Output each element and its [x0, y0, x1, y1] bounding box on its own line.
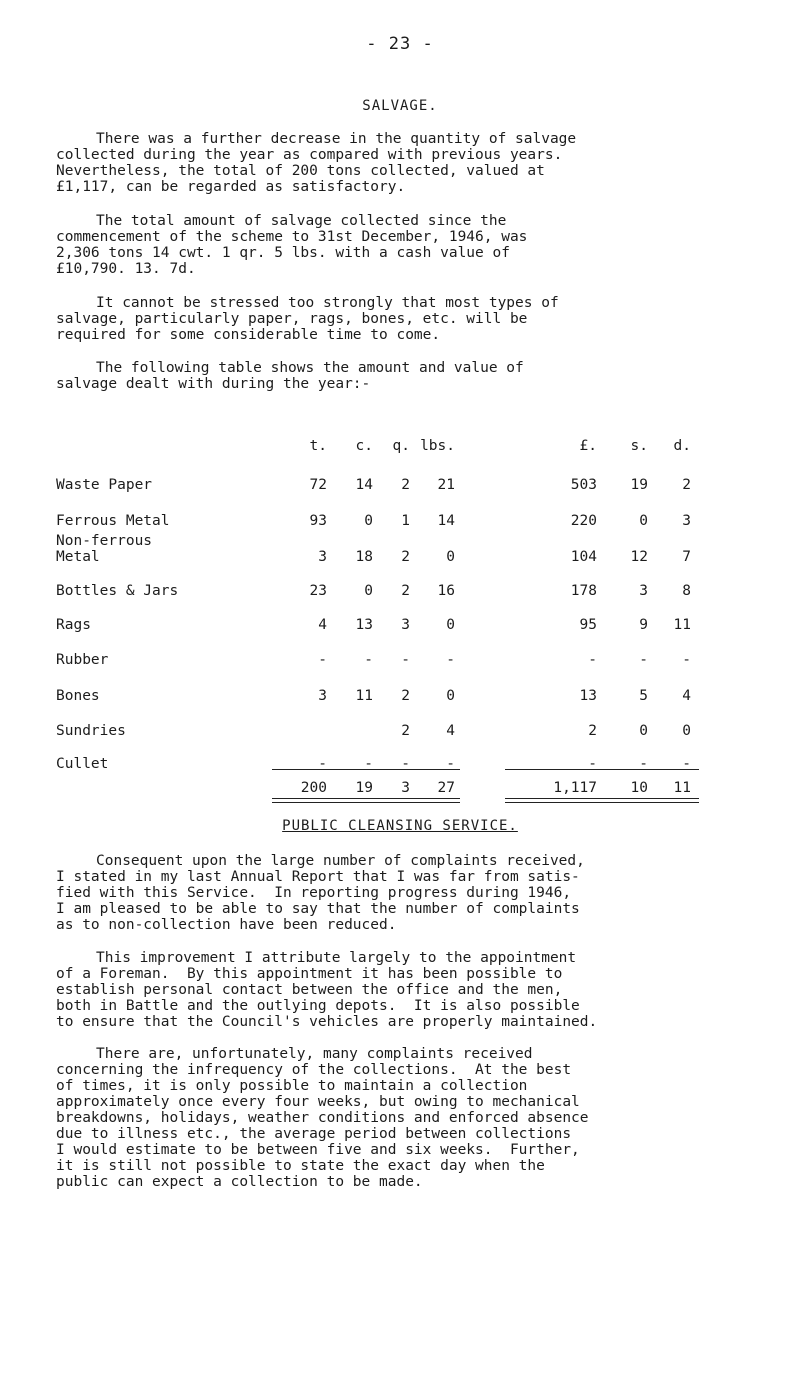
table-row-label: Bones	[56, 688, 100, 704]
table-cell: 4	[446, 723, 455, 739]
table-cell: 72	[309, 477, 327, 493]
text-line: fied with this Service. In reporting progress during 1946,	[56, 885, 572, 901]
table-cell: 0	[446, 549, 455, 565]
text-line: salvage, particularly paper, rags, bones, etc. will be	[56, 311, 528, 327]
table-column-header: d.	[673, 438, 691, 454]
table-row-label: Sundries	[56, 723, 126, 739]
text-line: commencement of the scheme to 31st December, 1946, was	[56, 229, 528, 245]
table-cell: 220	[570, 513, 597, 529]
text-line: I am pleased to be able to say that the number of complaints	[56, 901, 580, 917]
table-cell: -	[446, 756, 455, 772]
table-cell: 2	[401, 688, 410, 704]
table-row-label: Rubber	[56, 652, 109, 668]
table-total-cell: 10	[630, 780, 648, 796]
text-line: £1,117, can be regarded as satisfactory.	[56, 179, 406, 195]
public-paragraph-3	[56, 1046, 776, 1190]
table-total-double-rule-left	[272, 798, 460, 803]
text-line: It cannot be stressed too strongly that most types of	[96, 295, 559, 311]
table-row-label: Waste Paper	[56, 477, 153, 493]
table-row-label: Non-ferrous	[56, 533, 153, 549]
table-column-header: s.	[630, 438, 648, 454]
text-line: I would estimate to be between five and six weeks. Further,	[56, 1142, 580, 1158]
table-cell: -	[318, 652, 327, 668]
text-line: This improvement I attribute largely to the appointment	[96, 950, 577, 966]
text-line: £10,790. 13. 7d.	[56, 261, 196, 277]
table-cell: 8	[682, 583, 691, 599]
text-line: salvage dealt with during the year:-	[56, 376, 371, 392]
table-cell: 2	[588, 723, 597, 739]
table-cell: 23	[309, 583, 327, 599]
table-total-cell: 1,117	[553, 780, 597, 796]
table-cell: -	[588, 652, 597, 668]
table-cell: 18	[355, 549, 373, 565]
table-row-label: Metal	[56, 549, 100, 565]
public-cleansing-heading: PUBLIC CLEANSING SERVICE.	[282, 818, 518, 834]
table-cell: 0	[364, 513, 373, 529]
table-total-cell: 3	[401, 780, 410, 796]
text-line: of a Foreman. By this appointment it has been possible to	[56, 966, 563, 982]
text-line: 2,306 tons 14 cwt. 1 qr. 5 lbs. with a cash value of	[56, 245, 510, 261]
table-cell: -	[364, 756, 373, 772]
table-total-cell: 200	[300, 780, 327, 796]
table-cell: -	[446, 652, 455, 668]
table-column-header: q.	[392, 438, 410, 454]
table-column-header: c.	[355, 438, 373, 454]
table-cell: 11	[355, 688, 373, 704]
table-cell: 3	[682, 513, 691, 529]
table-cell: -	[588, 756, 597, 772]
table-cell: -	[682, 652, 691, 668]
text-line: I stated in my last Annual Report that I was far from satis-	[56, 869, 580, 885]
table-total-cell: 27	[437, 780, 455, 796]
table-cell: 14	[355, 477, 373, 493]
table-cell: 93	[309, 513, 327, 529]
text-line: collected during the year as compared with previous years.	[56, 147, 563, 163]
text-line: The total amount of salvage collected since the	[96, 213, 507, 229]
table-cell: 0	[639, 513, 648, 529]
table-total-cell: 19	[355, 780, 373, 796]
table-cell: 13	[355, 617, 373, 633]
public-paragraph-1	[56, 853, 776, 933]
table-cell: 3	[639, 583, 648, 599]
table-cell: 2	[682, 477, 691, 493]
text-line: The following table shows the amount and value of	[96, 360, 524, 376]
text-line: due to illness etc., the average period between collections	[56, 1126, 572, 1142]
table-cell: 12	[630, 549, 648, 565]
text-line: Consequent upon the large number of complaints received,	[96, 853, 585, 869]
table-cell: 2	[401, 723, 410, 739]
text-line: both in Battle and the outlying depots. It is also possible	[56, 998, 580, 1014]
table-cell: 2	[401, 477, 410, 493]
table-cell: 19	[630, 477, 648, 493]
table-cell: 3	[318, 549, 327, 565]
table-cell: 0	[364, 583, 373, 599]
table-cell: 5	[639, 688, 648, 704]
table-cell: 0	[446, 617, 455, 633]
text-line: it is still not possible to state the exact day when the	[56, 1158, 545, 1174]
table-cell: 3	[318, 688, 327, 704]
table-cell: -	[364, 652, 373, 668]
text-line: Nevertheless, the total of 200 tons collected, valued at	[56, 163, 545, 179]
table-cell: 503	[570, 477, 597, 493]
text-line: of times, it is only possible to maintain a collection	[56, 1078, 528, 1094]
table-cell: 16	[437, 583, 455, 599]
text-line: to ensure that the Council's vehicles are properly maintained.	[56, 1014, 598, 1030]
table-total-double-rule-right	[505, 798, 699, 803]
text-line: approximately once every four weeks, but owing to mechanical	[56, 1094, 580, 1110]
table-cell: 95	[579, 617, 597, 633]
table-cell: -	[639, 756, 648, 772]
table-cell: 2	[401, 583, 410, 599]
table-cell: -	[401, 756, 410, 772]
table-column-header: £.	[579, 438, 597, 454]
text-line: as to non-collection have been reduced.	[56, 917, 397, 933]
table-cell: 0	[446, 688, 455, 704]
text-line: required for some considerable time to come.	[56, 327, 441, 343]
table-cell: 178	[570, 583, 597, 599]
table-cell: 104	[570, 549, 597, 565]
table-cell: 4	[682, 688, 691, 704]
text-line: public can expect a collection to be made.	[56, 1174, 423, 1190]
text-line: There was a further decrease in the quantity of salvage	[96, 131, 577, 147]
table-total-rule-left	[272, 769, 460, 770]
table-row-label: Ferrous Metal	[56, 513, 170, 529]
text-line: There are, unfortunately, many complaints received	[96, 1046, 533, 1062]
table-cell: -	[318, 756, 327, 772]
text-line: breakdowns, holidays, weather conditions and enforced absence	[56, 1110, 589, 1126]
table-total-rule-right	[505, 769, 699, 770]
table-cell: 11	[673, 617, 691, 633]
table-column-header: t.	[309, 438, 327, 454]
page-number: - 23 -	[366, 34, 434, 54]
table-cell: 21	[437, 477, 455, 493]
salvage-heading: SALVAGE.	[362, 98, 438, 114]
table-cell: 0	[639, 723, 648, 739]
table-row-label: Cullet	[56, 756, 109, 772]
text-line: establish personal contact between the office and the men,	[56, 982, 563, 998]
table-cell: 7	[682, 549, 691, 565]
table-cell: 0	[682, 723, 691, 739]
table-cell: -	[401, 652, 410, 668]
public-paragraph-2	[56, 950, 776, 1030]
table-cell: 4	[318, 617, 327, 633]
table-row-label: Bottles & Jars	[56, 583, 179, 599]
table-cell: 2	[401, 549, 410, 565]
table-row-label: Rags	[56, 617, 91, 633]
text-line: concerning the infrequency of the collections. At the best	[56, 1062, 572, 1078]
table-column-header: lbs.	[420, 438, 455, 454]
table-cell: 9	[639, 617, 648, 633]
table-cell: -	[639, 652, 648, 668]
table-cell: 1	[401, 513, 410, 529]
table-cell: 14	[437, 513, 455, 529]
table-cell: 3	[401, 617, 410, 633]
table-cell: 13	[579, 688, 597, 704]
table-total-cell: 11	[673, 780, 691, 796]
table-cell: -	[682, 756, 691, 772]
